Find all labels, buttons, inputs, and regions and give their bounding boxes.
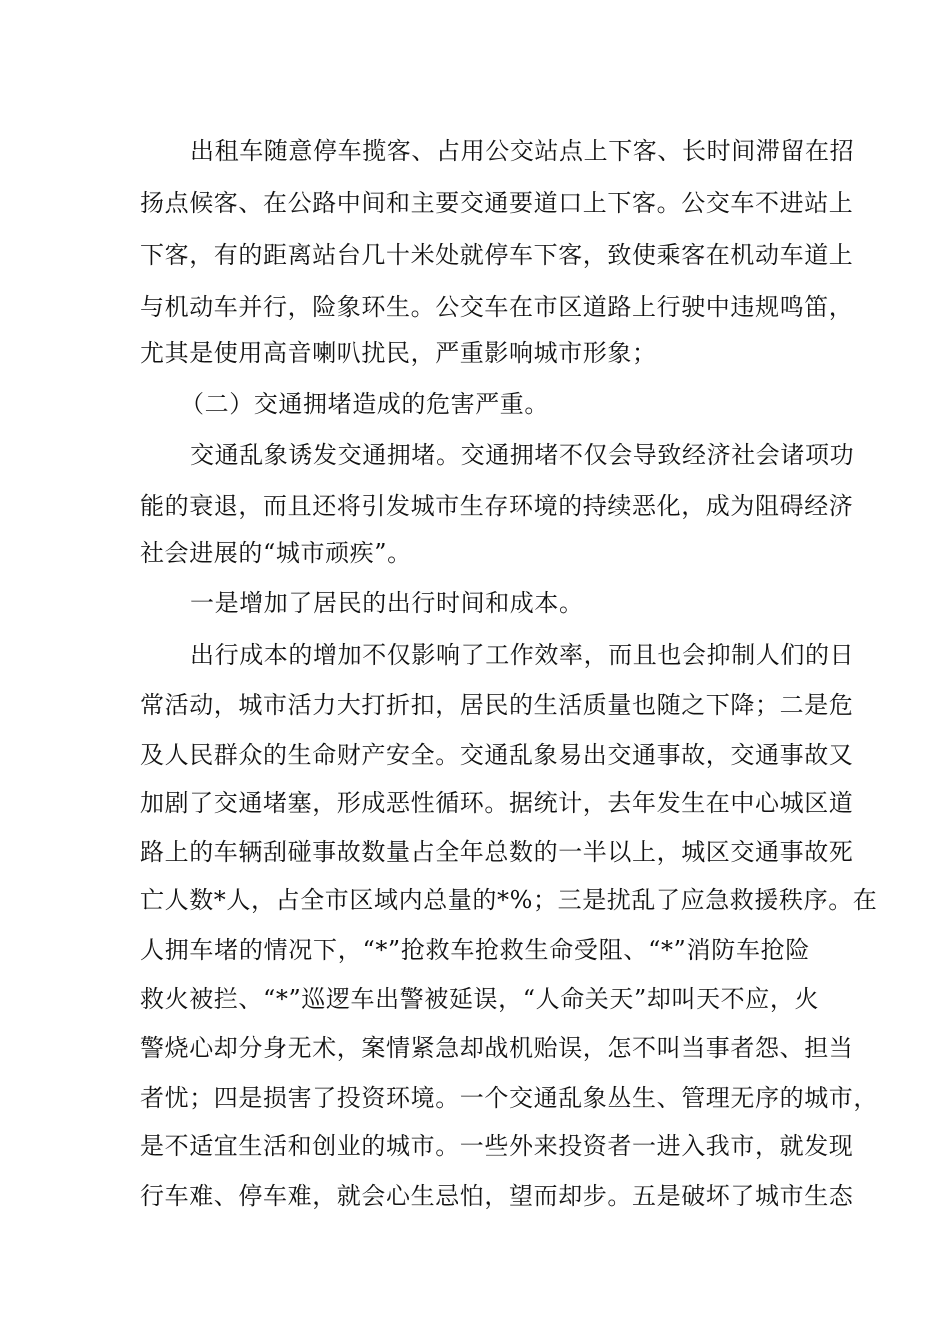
- paragraph-line: 交通乱象诱发交通拥堵。交通拥堵不仅会导致经济社会诸项功: [190, 441, 855, 469]
- paragraph-line: 警烧心却分身无术，案情紧急却战机贻误，怎不叫当事者怨、担当: [140, 1034, 854, 1062]
- section-heading: （二）交通拥堵造成的危害严重。: [180, 390, 549, 418]
- paragraph-line: 亡人数*人，占全市区域内总量的*%；三是扰乱了应急救援秩序。在: [140, 886, 878, 914]
- paragraph-line: 加剧了交通堵塞，形成恶性循环。据统计，去年发生在中心城区道: [140, 789, 854, 817]
- section-heading: 一是增加了居民的出行时间和成本。: [190, 589, 584, 617]
- paragraph-line: 扬点候客、在公路中间和主要交通要道口上下客。公交车不进站上: [140, 189, 854, 217]
- paragraph-line: 救火被拦、“*”巡逻车出警被延误，“人命关天”却叫天不应，火: [140, 985, 820, 1013]
- paragraph-line: 是不适宜生活和创业的城市。一些外来投资者一进入我市，就发现: [140, 1132, 854, 1160]
- paragraph-line: 与机动车并行，险象环生。公交车在市区道路上行驶中违规鸣笛，: [140, 293, 854, 321]
- paragraph-line: 下客，有的距离站台几十米处就停车下客，致使乘客在机动车道上: [140, 241, 854, 269]
- paragraph-line: 能的衰退，而且还将引发城市生存环境的持续恶化，成为阻碍经济: [140, 492, 854, 520]
- paragraph-line: 及人民群众的生命财产安全。交通乱象易出交通事故，交通事故又: [140, 741, 854, 769]
- paragraph-line: 出租车随意停车揽客、占用公交站点上下客、长时间滞留在招: [190, 137, 855, 165]
- paragraph-line: 路上的车辆刮碰事故数量占全年总数的一半以上，城区交通事故死: [140, 838, 854, 866]
- paragraph-line: 社会进展的“城市顽疾”。: [140, 539, 412, 567]
- paragraph-line: 人拥车堵的情况下，“*”抢救车抢救生命受阻、“*”消防车抢险: [140, 936, 810, 964]
- paragraph-line: 常活动，城市活力大打折扣，居民的生活质量也随之下降；二是危: [140, 691, 854, 719]
- paragraph-line: 出行成本的增加不仅影响了工作效率，而且也会抑制人们的日: [190, 641, 855, 669]
- paragraph-line: 行车难、停车难，就会心生忌怕，望而却步。五是破坏了城市生态: [140, 1182, 854, 1210]
- paragraph-line: 者忧；四是损害了投资环境。一个交通乱象丛生、管理无序的城市，: [140, 1084, 878, 1112]
- paragraph-line: 尤其是使用高音喇叭扰民，严重影响城市形象；: [140, 339, 657, 367]
